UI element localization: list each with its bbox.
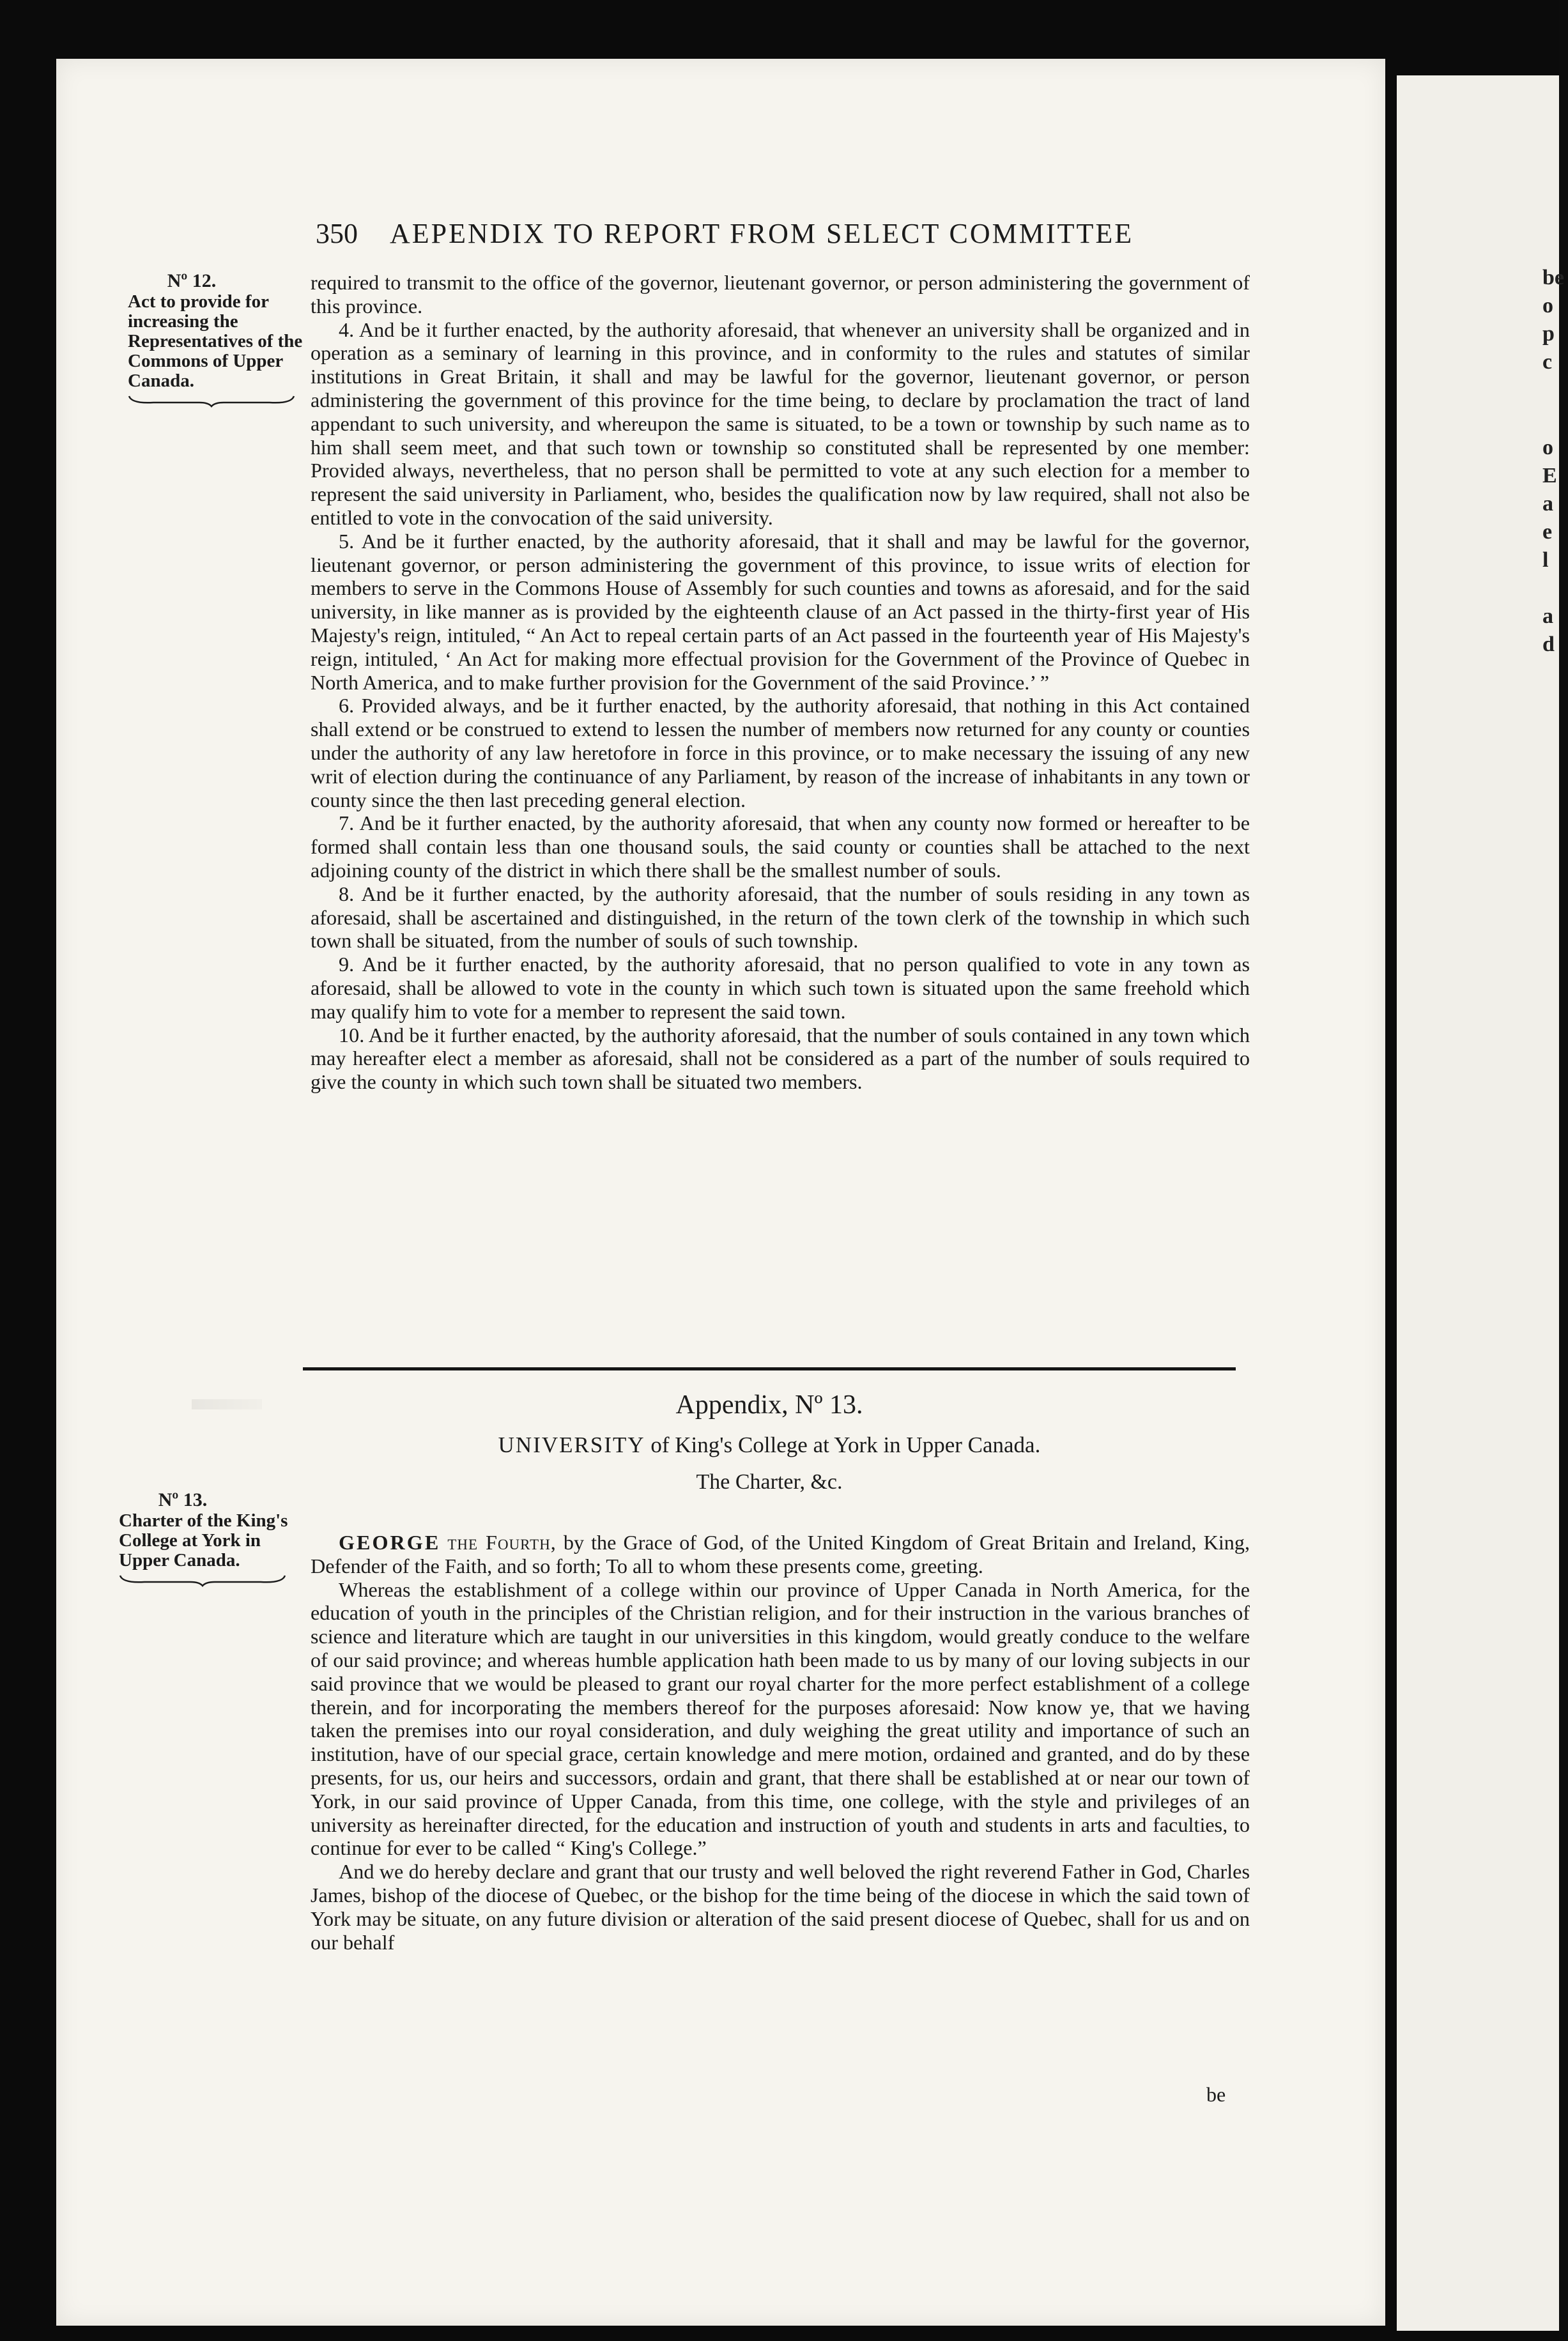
opening-george: GEORGE (339, 1531, 441, 1554)
facing-page-fragment: p (1542, 322, 1555, 346)
running-title: AEPENDIX TO REPORT FROM SELECT COMMITTEE (390, 218, 1134, 249)
margin-note-number: Nº 13. (158, 1489, 208, 1510)
margin-note-text: Act to provide for increasing the Representatives of the Commons of Upper Canada. (128, 291, 303, 391)
facing-page-fragment: E (1542, 464, 1557, 487)
opening-rest: by the Grace of God, of the United Kingdom of Great Britain and Ireland, King, Defender of the Faith, and so forth; To all to whom these presents come, greeting. (311, 1531, 1250, 1577)
margin-note-12 (128, 271, 313, 408)
facing-page-fragment: a (1542, 604, 1553, 628)
paragraph: Whereas the establishment of a college within our province of Upper Canada in North America, for the education of youth in the principles of the Christian religion, and for their instruction in the various branches of science and literature which are taught in our universities in this kingdom, would greatly conduce to the welfare of our said province; and whereas humble application hath been made to us by many of our loving subjects in our said province that we would be pleased to grant our royal charter for the more perfect establishment of a college therein, and for incorporating the members thereof for the purposes aforesaid: Now know ye, that we having taken the premises into our royal consideration, and duly weighing the great utility and importance of such an institution, have of our special grace, certain knowledge and mere motion, ordained and granted, and do by these presents, for us, our heirs and successors, ordain and grant, that there shall be established at or near our town of York, in our said province of Upper Canada, from this time, one college, with the style and privileges of an university as hereinafter directed, for the education and instruction of youth and students in arts and faculties, to continue for ever to be called “ King's College.” (311, 1577, 1250, 1860)
paragraph: 7. And be it further enacted, by the authority aforesaid, that when any county now formed or hereafter to be formed shall contain less than one thousand souls, the said county or counties shall be attached to the next adjoining county of the district in which there shall be the smallest number of souls. (311, 811, 1250, 882)
facing-page-edge (1397, 75, 1564, 2331)
paragraph: 5. And be it further enacted, by the authority aforesaid, that it shall and may be lawful for the governor, lieutenant governor, or person administering the government of this province, to issue writs of election for members to serve in the Commons House of Assembly for such counties and towns as aforesaid, and for the said university, in like manner as is provided by the eighteenth clause of an Act passed in the thirty-first year of His Majesty's reign, intituled, “ An Act to repeal certain parts of an Act passed in the fourteenth year of His Majesty's reign, intituled, ‘ An Act for making more effectual provision for the Government of the Province of Quebec in North America, and to make further provision for the Government of the said Province.’ ” (311, 529, 1250, 694)
paragraph: 8. And be it further enacted, by the authority aforesaid, that the number of souls residing in any town as aforesaid, shall be ascertained and distinguished, in the return of the town clerk of the township in which such town shall be situated, from the number of souls of such township. (311, 882, 1250, 953)
facing-page-fragment: o (1542, 436, 1553, 459)
paragraph: 10. And be it further enacted, by the authority aforesaid, that the number of souls contained in any town which may hereafter elect a member as aforesaid, shall not be considered as a part of the number of souls required to give the county in which such town shall be situated two members. (311, 1023, 1250, 1094)
charter-heading: The Charter, &c. (696, 1470, 843, 1494)
facing-page-fragment: be (1542, 266, 1564, 289)
facing-page-fragment: c (1542, 350, 1553, 374)
facing-page-fragment: o (1542, 294, 1553, 318)
subtitle-university: UNIVERSITY (498, 1432, 645, 1457)
paragraph: 4. And be it further enacted, by the authority aforesaid, that whenever an university shall be organized and in operation as a seminary of learning in this province, and in conformity to the rules and statutes of similar institutions in Great Britain, it shall and may be lawful for the governor, lieutenant governor, or person administering the government of this province for the time being, to declare by proclamation the tract of land appendant to such university, and whereupon the same is situated, to be a town or township by such name as to him shall seem meet, and that such town or township so constituted shall be represented by one member: Provided always, nevertheless, that no person shall be permitted to vote at any such election for a member to represent the said university in Parliament, who, besides the qualification now by law required, shall not also be entitled to vote in the convocation of the said university. (311, 318, 1250, 529)
appendix-13-subtitle (303, 1431, 1236, 1459)
charter-opening (311, 1531, 1250, 1578)
margin-note-text: Charter of the King's College at York in Upper Canada. (119, 1510, 288, 1570)
facing-page-fragment: d (1542, 633, 1555, 656)
facing-page-fragment: l (1542, 548, 1549, 572)
running-header (316, 217, 1274, 250)
paragraph: 6. Provided always, and be it further enacted, by the authority aforesaid, that nothing in this Act contained shall extend or be construed to extend to lessen the number of members now returned for any county or counties under the authority of any law heretofore in force in this province, or to make necessary the issuing of any new writ of election during the continuance of any Parliament, by reason of the increase of inhabitants in any town or county since the then last preceding general election. (311, 694, 1250, 811)
paragraph: required to transmit to the office of the governor, lieutenant governor, or person administering the government of this province. (311, 271, 1250, 318)
brace-ornament (119, 1573, 286, 1587)
brace-ornament (128, 394, 295, 408)
act-sections-body (311, 271, 1250, 1094)
facing-page-fragment: a (1542, 492, 1553, 516)
opening-the-fourth: the Fourth, (447, 1531, 557, 1554)
subtitle-rest: of King's College at York in Upper Canada. (650, 1432, 1041, 1457)
paragraph: 9. And be it further enacted, by the authority aforesaid, that no person qualified to vote in any town as aforesaid, shall be allowed to vote in the county in which such town is situated upon the same freehold which may qualify him to vote for a member to represent the said town. (311, 953, 1250, 1023)
margin-note-13 (119, 1490, 291, 1587)
section-divider (303, 1367, 1236, 1370)
paragraph: And we do hereby declare and grant that our trusty and well beloved the right reverend Father in God, Charles James, bishop of the diocese of Quebec, or the bishop for the time being of the diocese in which the said town of York may be situate, on any future division or alteration of the said present diocese of Quebec, shall for us and on our behalf (311, 1860, 1250, 1954)
margin-note-number: Nº 12. (167, 270, 217, 291)
page-number: 350 (316, 218, 358, 249)
faint-offset-mark (192, 1399, 262, 1409)
facing-page-fragment: e (1542, 520, 1553, 544)
appendix-13-title: Appendix, Nº 13. (675, 1390, 863, 1420)
catchword: be (1206, 2083, 1226, 2106)
charter-body (311, 1531, 1250, 1954)
